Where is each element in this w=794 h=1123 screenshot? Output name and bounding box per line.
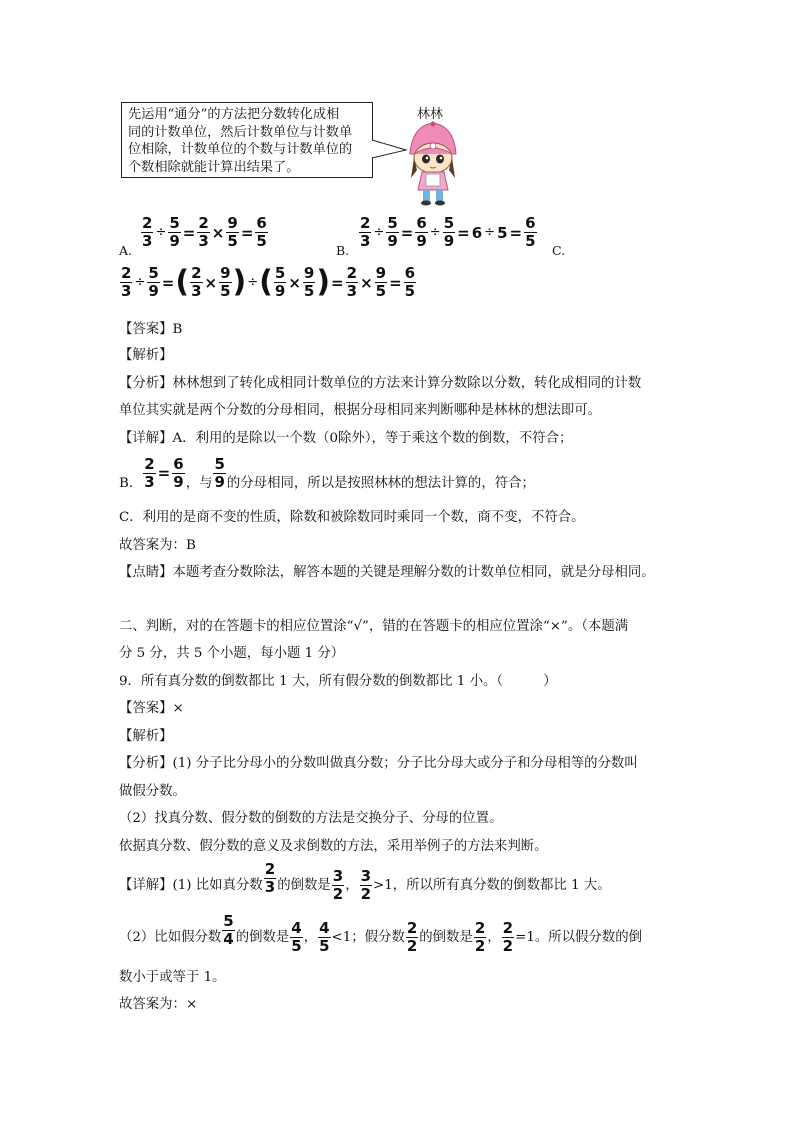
- q9-final-answer: 故答案为：×: [119, 997, 198, 1012]
- fraction: $\frac{6}{5}$: [525, 214, 536, 250]
- bubble-line: 同的计数单位，然后计数单位与计数单: [128, 124, 353, 140]
- fraction: $\frac{2}{2}$: [474, 918, 486, 955]
- option-c-equation: $\frac{2}{3}$ ÷ $\frac{5}{9}$ =( $\frac{2}{3}$ × $\frac{9}{5}$ )÷( $\frac{5}{9}$ × $\frac{9}{5}$ )= $\frac{2}{3}$ × $\frac{9}{5}$ = $\frac{6}{5}$: [121, 264, 416, 300]
- fraction: $\frac{6}{5}$: [256, 214, 267, 250]
- detail-text: ，与: [185, 476, 213, 491]
- q9-detail-2: [119, 911, 642, 958]
- detail-text: （2）比如假分数: [119, 929, 222, 945]
- fraction: $\frac{2}{3}$: [264, 859, 276, 896]
- q9-analysis-line: （2）找真分数、假分数的倒数的方法是交换分子、分母的位置。: [119, 811, 503, 826]
- q9-analysis-line: 依据真分数、假分数的意义及求倒数的方法，采用举例子的方法来判断。: [119, 839, 548, 854]
- q8-analysis-line: 单位其实就是两个分数的分母相同，根据分母相同来判断哪种是林林的想法即可。: [119, 403, 602, 418]
- fraction: $\frac{5}{9}$: [274, 264, 286, 300]
- fraction: $\frac{6}{5}$: [404, 264, 416, 300]
- q9-detail-2-continued: 数小于或等于 1。: [119, 970, 226, 985]
- fraction: $\frac{5}{9}$: [387, 214, 398, 250]
- q9-analysis-line: 做假分数。: [119, 784, 186, 799]
- fraction: $\frac{2}{2}$: [502, 918, 514, 955]
- fraction: $\frac{2}{3}$: [360, 214, 371, 250]
- fraction: $\frac{2}{3}$: [191, 264, 202, 300]
- fraction: $\frac{5}{9}$: [169, 214, 180, 250]
- fraction: $\frac{5}{4}$: [223, 911, 234, 948]
- section-heading: 二、判断，对的在答题卡的相应位置涂“√”，错的在答题卡的相应位置涂“×”。（本题满: [119, 619, 629, 634]
- girl-character-illustration: [402, 120, 464, 206]
- detail-text: 【详解】(1) 比如真分数: [119, 877, 263, 893]
- fraction: $\frac{2}{2}$: [406, 918, 418, 955]
- speech-bubble: [121, 102, 373, 178]
- fraction: $\frac{6}{9}$: [416, 214, 427, 250]
- q8-comment: 【点睛】本题考查分数除法，解答本题的关键是理解分数的计数单位相同，就是分母相同。: [119, 565, 655, 580]
- fraction: $\frac{4}{5}$: [291, 918, 302, 955]
- q9-answer: 【答案】×: [119, 701, 184, 716]
- q8-final-answer: 故答案为：B: [119, 538, 196, 553]
- fraction: $\frac{9}{5}$: [220, 264, 231, 300]
- q9-analysis-line: 【分析】(1) 分子比分母小的分数叫做真分数；分子比分母大或分子和分母相等的分数叫: [119, 756, 638, 771]
- fraction: $\frac{2}{3}$: [198, 214, 209, 250]
- option-c-label: C.: [552, 243, 566, 258]
- fraction: $\frac{9}{5}$: [303, 264, 315, 300]
- detail-text: B．: [119, 476, 143, 491]
- q8-answer: 【答案】B: [119, 322, 183, 337]
- fraction: $\frac{6}{9}$: [173, 455, 184, 491]
- q9-analysis-heading: 【解析】: [119, 729, 173, 744]
- detail-text: 的分母相同，所以是按照林林的想法计算的，符合；: [226, 476, 535, 491]
- fraction: $\frac{9}{5}$: [227, 214, 238, 250]
- detail-text: 的倒数是: [419, 929, 473, 945]
- detail-text: ，: [487, 929, 501, 945]
- q9-question: 9．所有真分数的倒数都比 1 大，所有假分数的倒数都比 1 小。（ ）: [119, 674, 557, 689]
- fraction: $\frac{5}{9}$: [443, 214, 455, 250]
- fraction: $\frac{2}{3}$: [121, 264, 132, 300]
- bubble-line: 位相除，计数单位的个数与计数单位的: [128, 142, 353, 157]
- fraction: $\frac{4}{5}$: [319, 918, 330, 955]
- fraction: $\frac{2}{3}$: [142, 214, 153, 250]
- fraction: $\frac{3}{2}$: [332, 866, 344, 903]
- option-a-label: A.: [119, 243, 133, 258]
- q8-analysis-heading: 【解析】: [119, 348, 173, 363]
- q8-detail-c: C．利用的是商不变的性质，除数和被除数同时乘同一个数，商不变，不符合。: [119, 510, 585, 525]
- q8-analysis-line: 【分析】林林想到了转化成相同计数单位的方法来计算分数除以分数，转化成相同的计数: [119, 376, 642, 391]
- detail-text: <1；假分数: [331, 929, 405, 945]
- detail-text: 的倒数是: [235, 929, 290, 945]
- detail-text: ，: [303, 929, 318, 945]
- fraction: $\frac{3}{2}$: [360, 866, 372, 903]
- option-a-equation: $\frac{2}{3}$ ÷ $\frac{5}{9}$ = $\frac{2}{3}$ × $\frac{9}{5}$ = $\frac{6}{5}$: [142, 214, 267, 250]
- fraction: $\frac{5}{9}$: [148, 264, 159, 300]
- fraction: $\frac{2}{3}$: [346, 264, 358, 300]
- option-b-label: B.: [336, 243, 350, 258]
- q8-detail-a: 【详解】A．利用的是除以一个数（0除外），等于乘这个数的倒数，不符合；: [119, 431, 573, 446]
- fraction: $\frac{9}{5}$: [375, 264, 387, 300]
- detail-text: ，: [345, 877, 359, 893]
- detail-text: 的倒数是: [277, 877, 331, 893]
- detail-text: >1，所以所有真分数的倒数都比 1 大。: [373, 877, 611, 893]
- bubble-line: 个数相除就能计算出结果了。: [128, 159, 300, 175]
- section-heading: 分 5 分，共 5 个小题，每小题 1 分）: [119, 646, 345, 661]
- option-b-equation: $\frac{2}{3}$ ÷ $\frac{5}{9}$ = $\frac{6}{9}$ ÷ $\frac{5}{9}$ = 6 ÷ 5 = $\frac{6}{5}$: [360, 214, 536, 250]
- detail-text: =1。所以假分数的倒: [515, 929, 642, 945]
- fraction: $\frac{5}{9}$: [214, 455, 225, 491]
- character-name: 林林: [417, 107, 444, 122]
- q9-detail-1: [119, 859, 611, 906]
- fraction: $\frac{2}{3}$: [144, 455, 155, 491]
- q8-detail-b: B． $\frac{2}{3}$ = $\frac{6}{9}$ ，与 $\frac{5}{9}$ 的分母相同，所以是按照林林的想法计算的，符合；: [119, 456, 535, 496]
- bubble-line: 先运用“通分”的方法把分数转化成相: [128, 107, 340, 122]
